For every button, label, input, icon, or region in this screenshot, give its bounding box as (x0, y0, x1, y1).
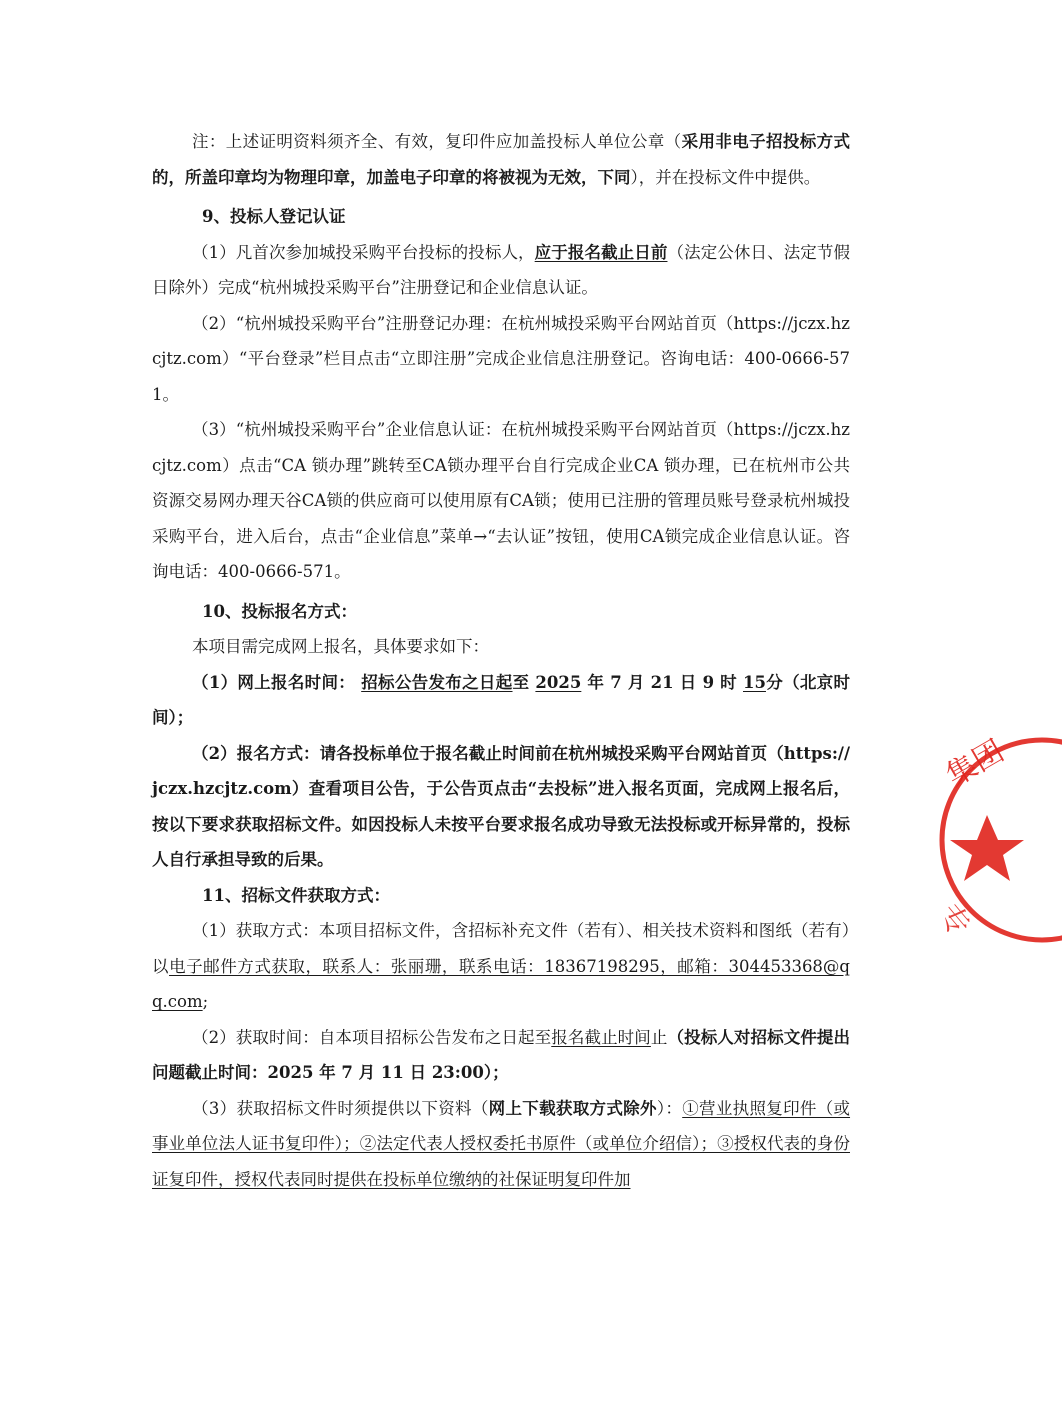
section-11-item-3: （3）获取招标文件时须提供以下资料（网上下载获取方式除外）：①营业执照复印件（或事业单位法人证书复印件）；②法定代表人授权委托书原件（或单位介绍信）；③授权代表的身份证复印件，授权代表同时提供在投标单位缴纳的社保证明复印件加 (152, 1098, 851, 1189)
section-10-title: 10、投标报名方式： (202, 601, 357, 621)
svg-text:集团: 集团 (940, 733, 1010, 794)
section-10-item-2: （2）报名方式：请各投标单位于报名截止时间前在杭州城投采购平台网站首页（https://jczx.hzcjtz.com）查看项目公告，于公告页点击“去投标”进入报名页面，完成网上报名后，按以下要求获取招标文件。如因投标人未按平台要求报名成功导致无法投标或开标异常的，投标人自行承担导致的后果。 (152, 743, 850, 869)
section-9-item-2: （2）“杭州城投采购平台”注册登记办理：在杭州城投采购平台网站首页（https://jczx.hzcjtz.com）“平台登录”栏目点击“立即注册”完成企业信息注册登记。咨询电话：400-0666-571。 (152, 313, 850, 404)
section-11-item-1: （1）获取方式：本项目招标文件，含招标补充文件（若有）、相关技术资料和图纸（若有）以电子邮件方式获取，联系人：张丽珊，联系电话：18367198295，邮箱：304453368@qq.com; (152, 921, 850, 1011)
section-9-title: 9、投标人登记认证 (202, 207, 346, 226)
note-paragraph (152, 124, 850, 195)
section-10-item-1: （1）网上报名时间： 招标公告发布之日起至 2025 年 7 月 21 日 9 时 15分（北京时间）； (152, 672, 851, 727)
deadline-emphasis: 应于报名截止日前 (534, 242, 668, 262)
required-documents: ①营业执照复印件（或事业单位法人证书复印件）；②法定代表人授权委托书原件（或单位介绍信）；③授权代表的身份证复印件，授权代表同时提供在投标单位缴纳的社保证明复印件加 (152, 1098, 851, 1189)
svg-text:专: 专 (930, 897, 977, 944)
section-9-item-1: （1）凡首次参加城投采购平台投标的投标人，应于报名截止日前（法定公休日、法定节假日除外）完成“杭州城投采购平台”注册登记和企业信息认证。 (152, 242, 851, 297)
note-text: 注：上述证明资料须齐全、有效，复印件应加盖投标人单位公章（ (192, 132, 682, 151)
section-9-item-3: （3）“杭州城投采购平台”企业信息认证：在杭州城投采购平台网站首页（https://jczx.hzcjtz.com）点击“CA 锁办理”跳转至CA锁办理平台自行完成企业CA 锁办理，已在杭州市公共资源交易网办理天谷CA锁的供应商可以使用原有CA锁；使用已注册的管理员账号登录杭州城投采购平台，进入后台，点击“企业信息”菜单→“去认证”按钮，使用CA锁完成企业信息认证。咨询电话：400-0666-571。 (152, 420, 850, 581)
contact-info: 电子邮件方式获取，联系人：张丽珊，联系电话：18367198295，邮箱：304453368@qq.com (152, 956, 850, 1011)
document-body (152, 124, 850, 1197)
note-bold-text: 采用非电子招投标方式的，所盖印章均为物理印章，加盖电子印章的将被视为无效，下同 (152, 132, 851, 187)
section-11-title: 11、招标文件获取方式： (202, 885, 390, 905)
section-10-intro: 本项目需完成网上报名，具体要求如下： (192, 637, 489, 656)
note-text-end: ），并在投标文件中提供。 (630, 167, 821, 187)
section-11-item-2: （2）获取时间：自本项目招标公告发布之日起至报名截止时间止（投标人对招标文件提出问题截止时间：2025 年 7 月 11 日 23:00）； (152, 1027, 851, 1082)
red-seal-stamp (932, 725, 1062, 955)
